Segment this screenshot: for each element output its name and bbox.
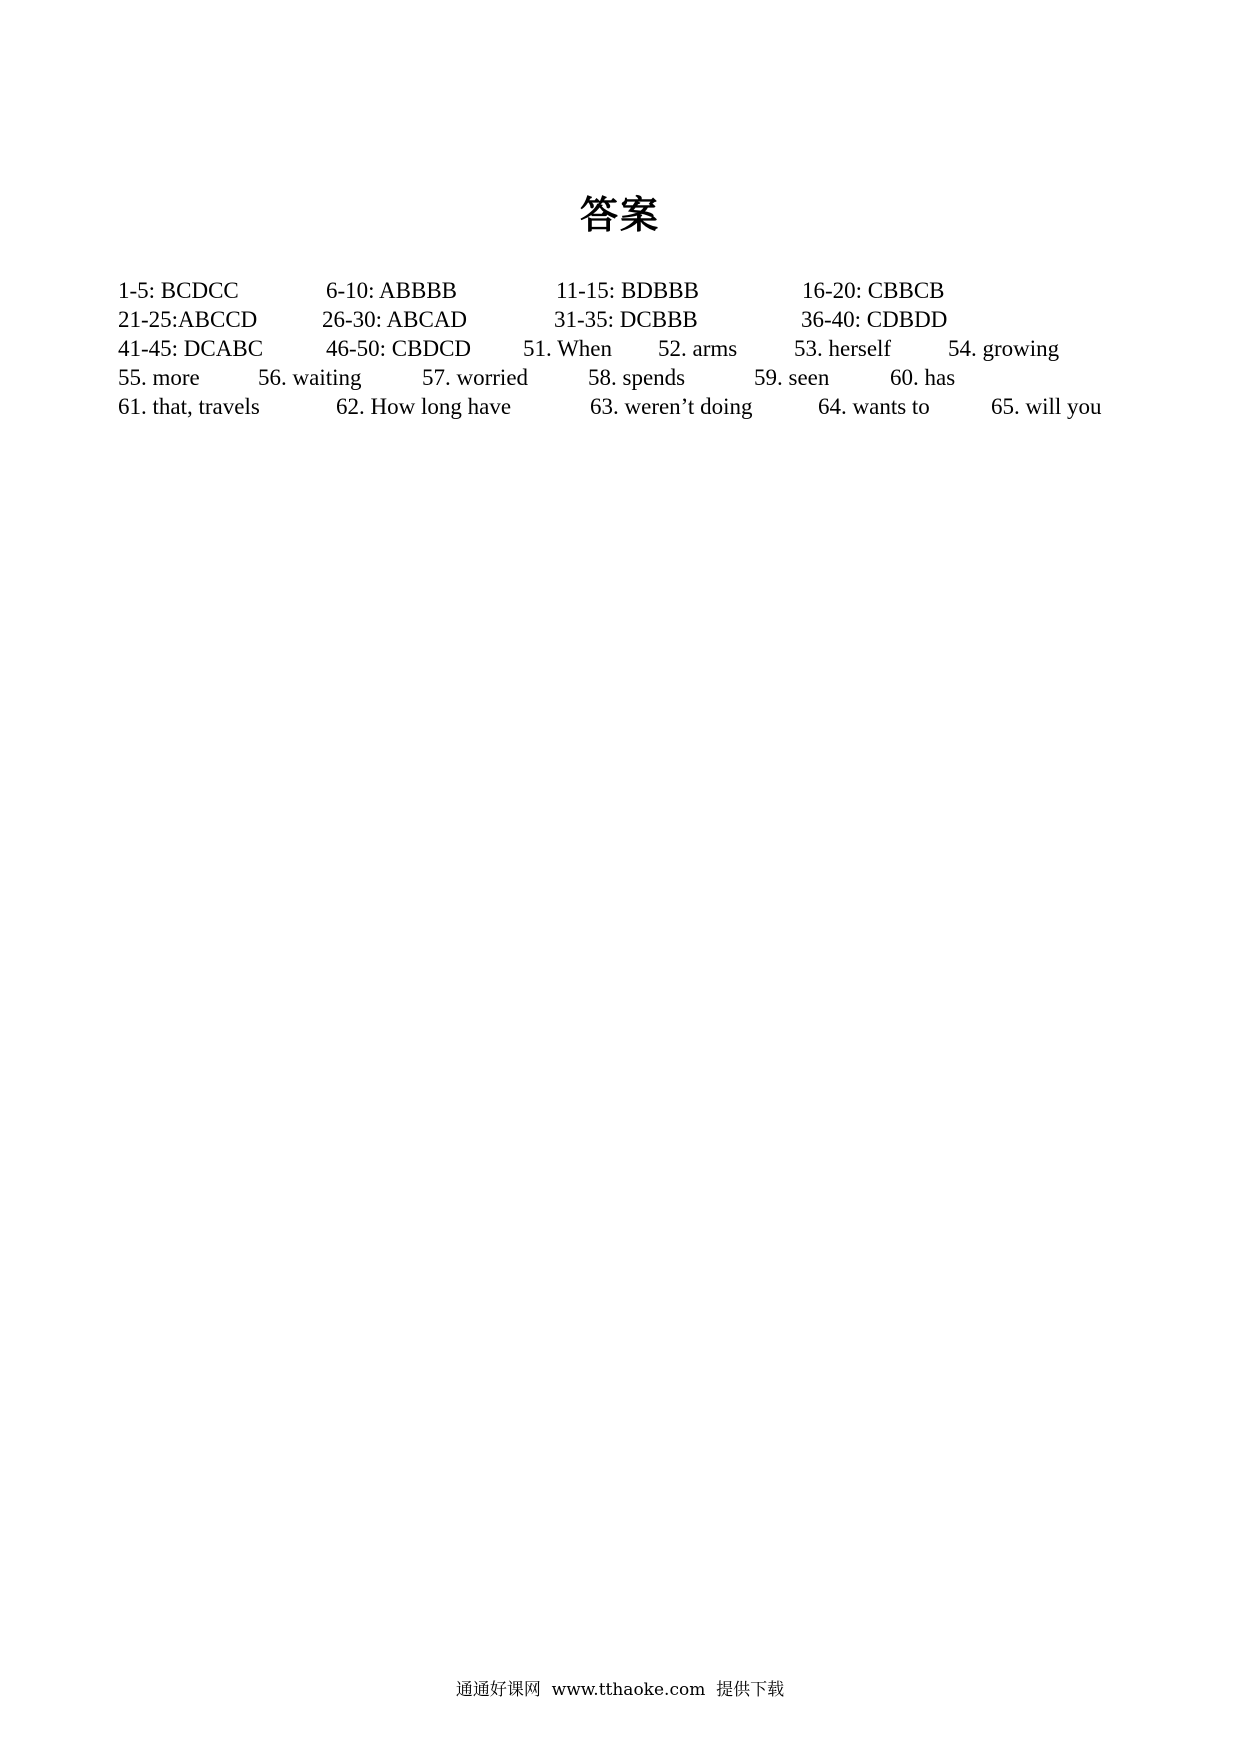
answer-item: 60. has — [890, 365, 956, 390]
page-footer — [0, 1678, 1240, 1702]
answer-item: 63. weren’t doing — [590, 394, 753, 419]
answer-item: 11-15: BDBBB — [556, 278, 699, 303]
answer-item: 16-20: CBBCB — [802, 278, 945, 303]
answer-item: 59. seen — [754, 365, 830, 390]
answer-row — [118, 276, 1128, 305]
answer-item: 36-40: CDBDD — [801, 307, 948, 332]
answer-item: 65. will you — [991, 394, 1102, 419]
answer-item: 62. How long have — [336, 394, 512, 419]
answer-row — [118, 334, 1128, 363]
answer-item: 21-25:ABCCD — [118, 307, 258, 332]
answer-item: 61. that, travels — [118, 394, 260, 419]
answer-key — [118, 276, 1128, 421]
answer-item: 55. more — [118, 365, 200, 390]
answer-item: 58. spends — [588, 365, 686, 390]
answer-item: 54. growing — [948, 336, 1060, 361]
footer-url[interactable]: www.tthaoke.com — [551, 1680, 706, 1700]
answer-item: 56. waiting — [258, 365, 362, 390]
answer-item: 26-30: ABCAD — [322, 307, 468, 332]
answer-item: 51. When — [523, 336, 613, 361]
footer-site-name: 通通好课网 — [455, 1680, 541, 1700]
answer-item: 57. worried — [422, 365, 529, 390]
answer-row — [118, 392, 1128, 421]
answer-item: 64. wants to — [818, 394, 930, 419]
answer-item: 46-50: CBDCD — [326, 336, 472, 361]
answer-item: 53. herself — [794, 336, 892, 361]
footer-suffix: 提供下载 — [716, 1680, 785, 1700]
answer-item: 52. arms — [658, 336, 738, 361]
answer-item: 6-10: ABBBB — [326, 278, 458, 303]
page-title: 答案 — [579, 193, 660, 237]
answer-item: 1-5: BCDCC — [118, 278, 239, 303]
answer-row — [118, 363, 1128, 392]
answer-item: 41-45: DCABC — [118, 336, 264, 361]
answer-row — [118, 305, 1128, 334]
answer-item: 31-35: DCBBB — [554, 307, 698, 332]
